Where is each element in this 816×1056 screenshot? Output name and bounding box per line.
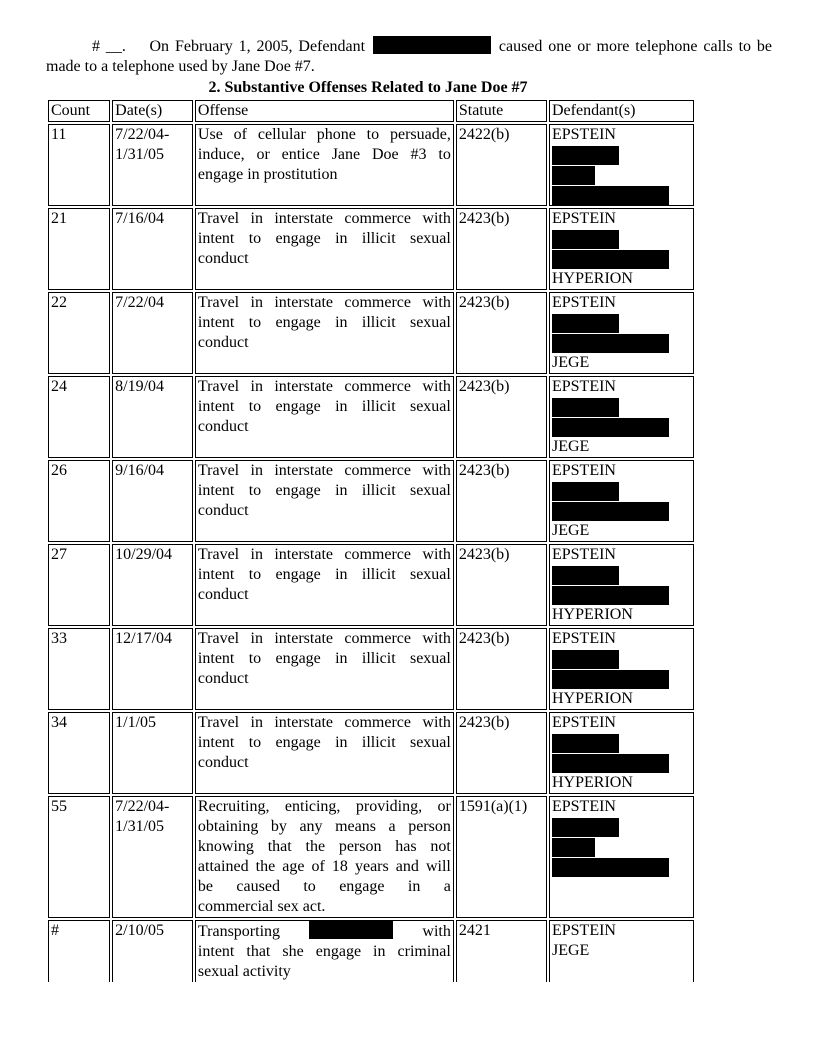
defendant-name: HYPERION [551,774,633,791]
offense-line: Travel in interstate commerce with [197,630,451,647]
defendant-name: HYPERION [551,690,633,707]
date-line: 1/31/05 [115,146,165,163]
redaction-block [552,734,619,753]
count-cell: 22 [48,292,110,374]
offense-line: intent to engage in illicit sexual [197,314,451,331]
redaction-block [552,314,619,333]
table-row [48,796,694,918]
defendants-cell [549,628,694,710]
header-dates: Date(s) [112,100,193,122]
redaction-block [552,230,619,249]
offense-line: Travel in interstate commerce with [197,210,451,227]
defendants-cell [549,712,694,794]
header-offense: Offense [195,100,454,122]
count-cell: 55 [48,796,110,918]
date-line: 1/31/05 [115,818,165,835]
statute-cell: 2423(b) [456,460,547,542]
offense-line: Travel in interstate commerce with [197,462,451,479]
statute-cell: 2421 [456,920,547,982]
defendants-cell [549,376,694,458]
redaction-block [552,858,669,877]
offense-cell [195,920,454,982]
header-defendants: Defendant(s) [549,100,694,122]
statute-cell: 1591(a)(1) [456,796,547,918]
offense-cell [195,460,454,542]
defendants-cell [549,920,694,982]
defendant-name: EPSTEIN [551,210,616,227]
defendant-name: EPSTEIN [551,378,616,395]
redaction-block [552,586,669,605]
defendants-cell [549,208,694,290]
offense-cell [195,208,454,290]
count-cell: 24 [48,376,110,458]
defendant-name: JEGE [551,942,590,959]
count-cell: # [48,920,110,982]
offense-line: conduct [197,670,249,687]
redaction-block [309,921,393,939]
dates-cell: 12/17/04 [112,628,193,710]
offense-line: intent to engage in illicit sexual [197,734,451,751]
offense-cell [195,124,454,206]
table-row [48,544,694,626]
offense-cell [195,796,454,918]
offense-word: Transporting [197,923,281,940]
offense-line: commercial sex act. [197,898,326,915]
defendant-name: JEGE [551,522,590,539]
defendant-name: HYPERION [551,606,633,623]
defendant-name: EPSTEIN [551,294,616,311]
statute-cell: 2423(b) [456,376,547,458]
statute-cell: 2423(b) [456,544,547,626]
table-row [48,376,694,458]
redaction-block [552,670,669,689]
intro-paragraph [46,36,772,77]
dates-cell [112,796,193,918]
table-row [48,208,694,290]
redaction-block [552,334,669,353]
offense-cell [195,712,454,794]
defendants-cell [549,544,694,626]
statute-cell: 2423(b) [456,712,547,794]
count-cell: 11 [48,124,110,206]
defendant-name: EPSTEIN [551,462,616,479]
redaction-block [552,418,669,437]
date-line: 7/22/04- [115,798,170,815]
table-row [48,712,694,794]
table-row [48,292,694,374]
table-row [48,920,694,982]
redaction-block [373,36,491,54]
dates-cell: 7/22/04 [112,292,193,374]
dates-cell: 10/29/04 [112,544,193,626]
redaction-block [552,754,669,773]
defendant-name: JEGE [551,354,590,371]
offense-line: Use of cellular phone to persuade, [197,126,451,143]
defendant-name: EPSTEIN [551,714,616,731]
count-cell: 33 [48,628,110,710]
redaction-block [552,818,619,837]
offense-line: induce, or entice Jane Doe #3 to [197,146,451,163]
offenses-table [46,98,696,984]
table-row [48,124,694,206]
dates-cell: 7/16/04 [112,208,193,290]
defendant-name: EPSTEIN [551,546,616,563]
offense-line: Recruiting, enticing, providing, or [197,798,451,815]
offense-cell [195,376,454,458]
offense-line: Travel in interstate commerce with [197,378,451,395]
offense-cell [195,544,454,626]
defendants-cell [549,124,694,206]
defendants-cell [549,796,694,918]
offense-line: knowing that the person has not [197,838,451,855]
redaction-block [552,398,619,417]
redaction-block [552,186,669,205]
offense-line: be caused to engage in a [197,878,451,895]
offense-cell [195,292,454,374]
defendant-name: EPSTEIN [551,922,616,939]
offense-line: sexual activity [197,963,291,980]
redaction-block [552,650,619,669]
statute-cell: 2423(b) [456,208,547,290]
defendant-name: EPSTEIN [551,630,616,647]
intro-text-after: caused one or more telephone calls to be made to a telephone used by Jane Doe #7. [46,38,773,75]
intro-text-before: On February 1, 2005, Defendant [149,38,366,55]
offense-line: attained the age of 18 years and will [197,858,451,875]
table-row [48,460,694,542]
offense-line: intent to engage in illicit sexual [197,650,451,667]
redaction-block [552,250,669,269]
defendant-name: EPSTEIN [551,798,616,815]
count-cell: 27 [48,544,110,626]
offense-cell [195,628,454,710]
count-cell: 34 [48,712,110,794]
defendant-name: JEGE [551,438,590,455]
offense-line: conduct [197,586,249,603]
dates-cell: 8/19/04 [112,376,193,458]
offense-line: intent to engage in illicit sexual [197,566,451,583]
count-cell: 26 [48,460,110,542]
offense-line: conduct [197,418,249,435]
offense-line: conduct [197,334,249,351]
offense-line: obtaining by any means a person [197,818,451,835]
offense-line: intent that she engage in criminal [197,943,451,960]
count-cell: 21 [48,208,110,290]
header-count: Count [48,100,110,122]
offense-line: intent to engage in illicit sexual [197,482,451,499]
section-heading: 2. Substantive Offenses Related to Jane Doe #7 [208,79,528,96]
defendants-cell [549,292,694,374]
offense-line: intent to engage in illicit sexual [197,230,451,247]
paragraph-number: # __. [92,38,126,55]
statute-cell: 2423(b) [456,292,547,374]
offense-line: engage in prostitution [197,166,338,183]
dates-cell: 2/10/05 [112,920,193,982]
redaction-block [552,838,595,857]
redaction-block [552,166,595,185]
defendants-cell [549,460,694,542]
offense-word: with [422,923,451,940]
offense-line: Travel in interstate commerce with [197,714,451,731]
offense-line: conduct [197,250,249,267]
table-header-row [48,100,694,122]
dates-cell [112,124,193,206]
date-line: 7/22/04- [115,126,170,143]
defendant-name: EPSTEIN [551,126,616,143]
statute-cell: 2423(b) [456,628,547,710]
offense-line: conduct [197,754,249,771]
redaction-block [552,482,619,501]
table-row [48,628,694,710]
defendant-name: HYPERION [551,270,633,287]
offense-line: intent to engage in illicit sexual [197,398,451,415]
redaction-block [552,502,669,521]
offense-line [198,921,451,942]
redaction-block [552,146,619,165]
dates-cell: 1/1/05 [112,712,193,794]
redaction-block [552,566,619,585]
dates-cell: 9/16/04 [112,460,193,542]
offense-line: Travel in interstate commerce with [197,294,451,311]
header-statute: Statute [456,100,547,122]
offense-line: conduct [197,502,249,519]
statute-cell: 2422(b) [456,124,547,206]
offense-line: Travel in interstate commerce with [197,546,451,563]
